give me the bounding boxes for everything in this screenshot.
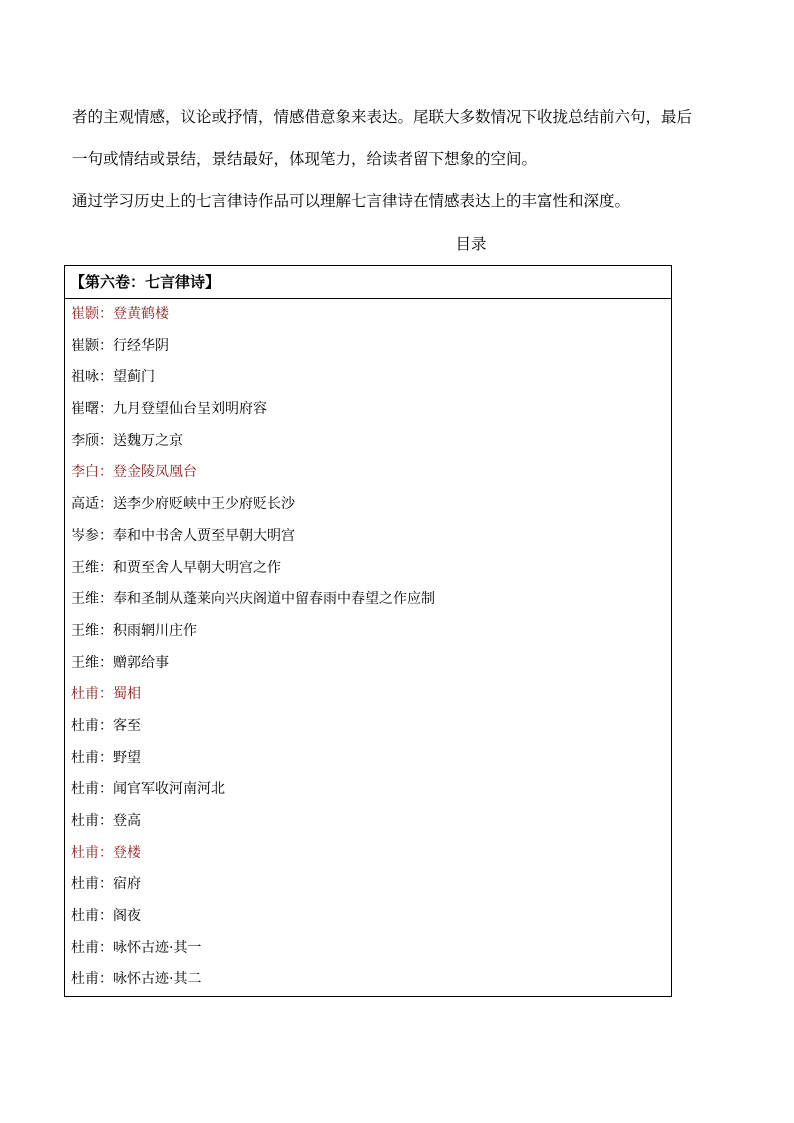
toc-entry[interactable]: 杜甫：宿府: [71, 876, 141, 893]
toc-entry[interactable]: 杜甫：闻官军收河南河北: [71, 781, 225, 798]
toc-entry[interactable]: 杜甫：登高: [71, 813, 141, 829]
toc-entry[interactable]: 杜甫：咏怀古迹·其二: [71, 971, 202, 988]
body-paragraph: 者的主观情感，议论或抒情，情感借意象来表达。尾联大多数情况下收拢总结前六句，最后: [72, 108, 693, 126]
toc-entry[interactable]: 杜甫：咏怀古迹·其一: [71, 939, 202, 956]
toc-entry[interactable]: 王维：赠郭给事: [71, 654, 169, 671]
toc-entry[interactable]: 崔曙：九月登望仙台呈刘明府容: [71, 401, 267, 418]
toc-entry[interactable]: 高适：送李少府贬峡中王少府贬长沙: [71, 496, 295, 513]
toc-entry[interactable]: 杜甫：野望: [71, 749, 141, 766]
body-paragraph: 通过学习历史上的七言律诗作品可以理解七言律诗在情感表达上的丰富性和深度。: [72, 192, 631, 210]
toc-title: 目录: [455, 235, 487, 253]
toc-entry[interactable]: 王维：积雨辋川庄作: [71, 622, 197, 639]
toc-entry[interactable]: 杜甫：登楼: [71, 844, 141, 861]
toc-entry[interactable]: 杜甫：阁夜: [71, 908, 141, 925]
toc-entry[interactable]: 杜甫：蜀相: [71, 686, 141, 703]
body-paragraph: 一句或情结或景结，景结最好，体现笔力，给读者留下想象的空间。: [72, 150, 538, 168]
toc-entry[interactable]: 王维：奉和圣制从蓬莱向兴庆阁道中留春雨中春望之作应制: [71, 591, 435, 608]
toc-list: [65, 299, 671, 996]
toc-entry[interactable]: 李白：登金陵凤凰台: [71, 464, 197, 481]
toc-entry[interactable]: 李颀：送魏万之京: [71, 432, 183, 449]
toc-section-header: 【第六卷：七言律诗】: [65, 266, 671, 299]
toc-entry[interactable]: 岑参：奉和中书舍人贾至早朝大明宫: [71, 527, 295, 544]
toc-entry[interactable]: 王维：和贾至舍人早朝大明宫之作: [71, 559, 281, 576]
toc-entry[interactable]: 崔颢：行经华阴: [71, 337, 169, 354]
toc-entry[interactable]: 杜甫：客至: [71, 717, 141, 734]
toc-entry[interactable]: 崔颢：登黄鹤楼: [71, 306, 169, 322]
toc-entry[interactable]: 祖咏：望蓟门: [71, 369, 155, 386]
toc-table: [64, 265, 672, 997]
